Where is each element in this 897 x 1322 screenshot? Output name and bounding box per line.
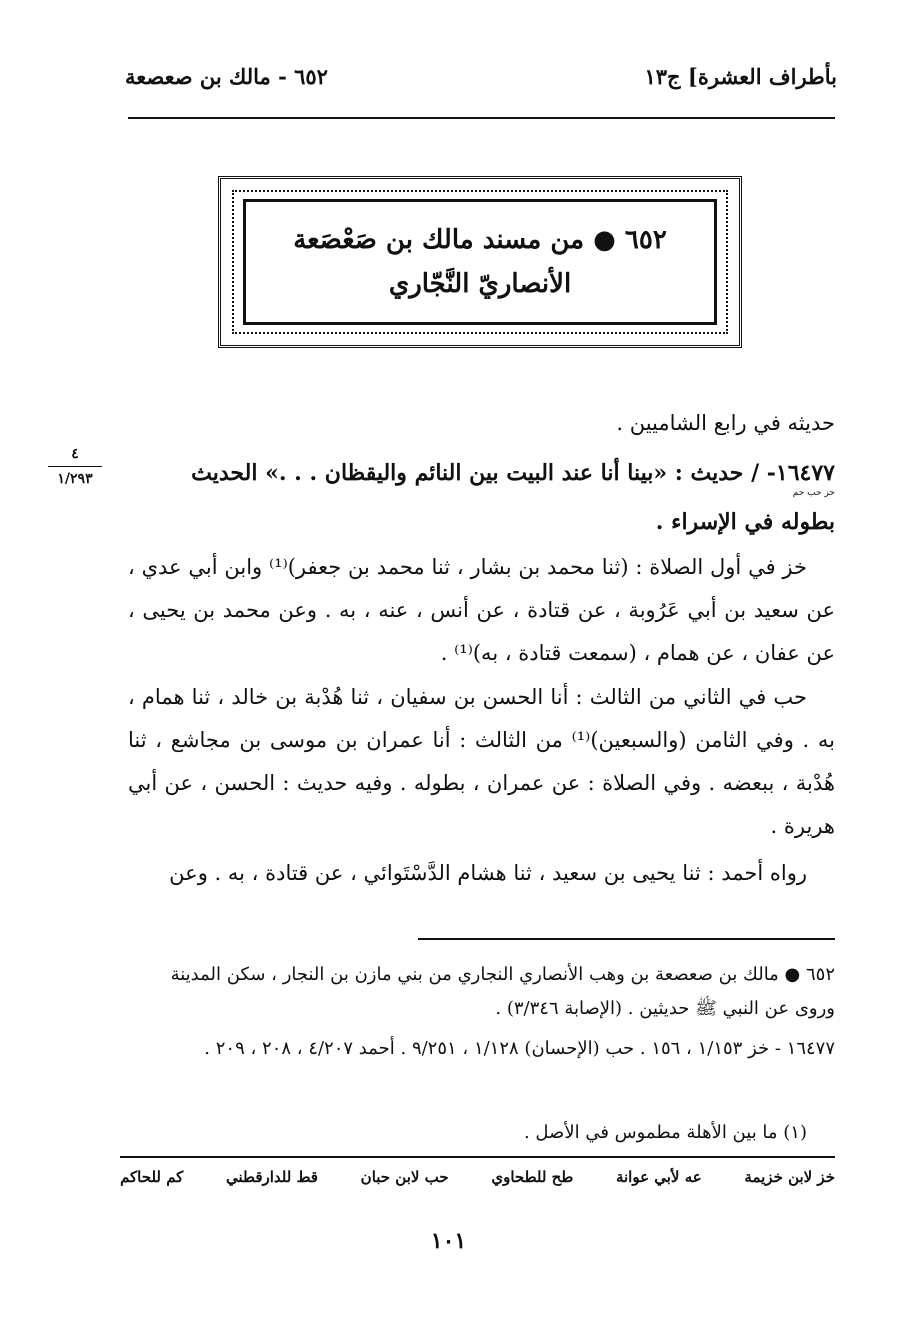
- chapter-title-line-1: ٦٥٢ ● من مسند مالك بن صَعْصَعة: [293, 225, 667, 255]
- abbreviation-item: عه لأبي عوانة: [615, 1168, 702, 1186]
- body-paragraph-2: حب في الثاني من الثالث : أنا الحسن بن سفيان ، ثنا هُدْبة بن خالد ، ثنا همام ، به . وفي الثامن (والسبعين)⁽¹⁾ من الثالث : أنا عمران بن موسى بن مجاشع ، ثنا هُدْبة ، ببعضه . وفي الصلاة : عن عمران ، بطوله . وفيه حديث : الحسن ، عن أبي هريرة .: [128, 685, 835, 838]
- margin-reference-divider: [48, 466, 102, 467]
- abbreviation-item: حب لابن حبان: [360, 1168, 449, 1186]
- body-paragraph-1: خز في أول الصلاة : (ثنا محمد بن بشار ، ثنا محمد بن جعفر)⁽¹⁾ وابن أبي عدي ، عن سعيد بن أبي عَرُوبة ، عن قتادة ، عن أنس ، عنه ، به . وعن محمد بن يحيى ، عن عفان ، عن همام ، (سمعت قتادة ، به)⁽¹⁾ .: [128, 555, 835, 665]
- running-header-right: بأطراف العشرة] ج١٣: [644, 64, 837, 89]
- footnote-separator: [418, 938, 835, 940]
- margin-reference-page: ١/٢٩٣: [57, 471, 93, 487]
- footnote-sources: ١٦٤٧٧ - خز ١/١٥٣ ، ١٥٦ . حب (الإحسان) ١/١٢٨ ، ٩/٢٥١ . أحمد ٤/٢٠٧ ، ٢٠٨ ، ٢٠٩ .: [204, 1038, 835, 1059]
- intro-line: حديثه في رابع الشاميين .: [616, 411, 835, 435]
- footnote-note-1: (١) ما بين الأهلة مطموس في الأصل .: [523, 1122, 807, 1143]
- footnote-biography: ٦٥٢ ● مالك بن صعصعة بن وهب الأنصاري النجاري من بني مازن بن النجار ، سكن المدينة وروى عن النبي ﷺ حديثين . (الإصابة ٣/٣٤٦) .: [170, 964, 835, 1019]
- hadith-sigla: خز حب حم: [792, 488, 835, 498]
- abbreviations-key: [120, 1168, 835, 1186]
- abbreviation-item: طح للطحاوي: [491, 1168, 574, 1186]
- abbreviations-rule: [120, 1156, 835, 1158]
- hadith-heading-line-2: بطوله في الإسراء .: [655, 509, 835, 535]
- margin-reference-volume: ٤: [71, 446, 79, 462]
- hadith-heading-line-1: ١٦٤٧٧- / حديث : «بينا أنا عند البيت بين النائم واليقظان . . .» الحديث: [191, 460, 835, 486]
- header-rule: [128, 117, 835, 119]
- abbreviation-item: كم للحاكم: [120, 1168, 184, 1186]
- body-paragraph-3: رواه أحمد : ثنا يحيى بن سعيد ، ثنا هشام الدَّسْتَوائي ، عن قتادة ، به . وعن: [169, 861, 807, 885]
- chapter-title-line-2: الأنصاريّ النَّجّاري: [388, 269, 572, 299]
- margin-reference: [40, 446, 110, 487]
- abbreviation-item: قط للدارقطني: [226, 1168, 318, 1186]
- page-number: ١٠١: [430, 1228, 467, 1254]
- title-box: [243, 199, 717, 325]
- abbreviation-item: خز لابن خزيمة: [744, 1168, 835, 1186]
- running-header-left: ٦٥٢ - مالك بن صعصعة: [125, 64, 328, 89]
